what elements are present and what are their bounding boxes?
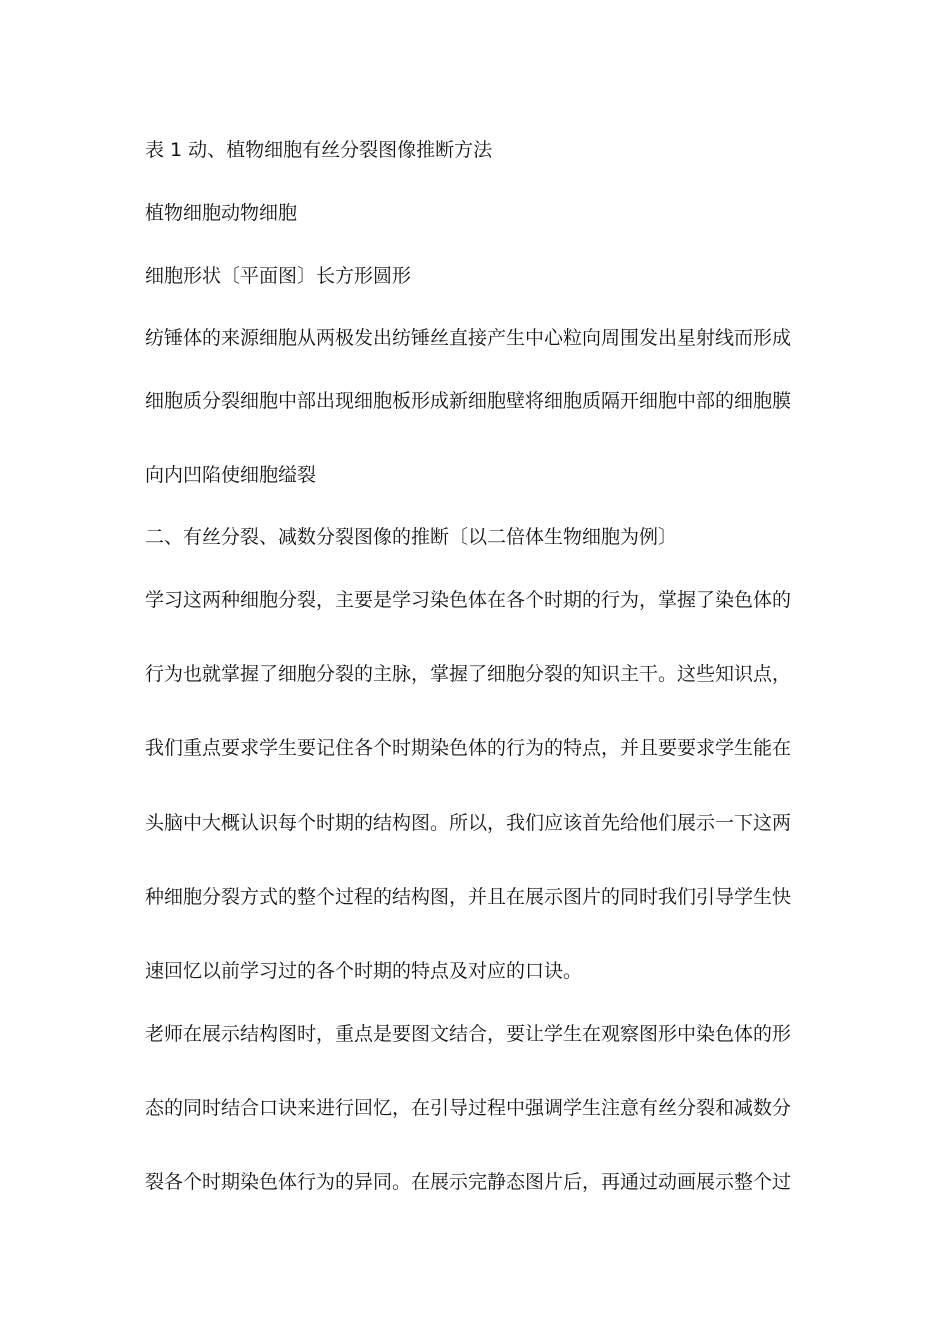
table-caption: 表 1 动、植物细胞有丝分裂图像推断方法 <box>145 139 493 161</box>
paragraph-line: 裂各个时期染色体行为的异同。在展示完静态图片后，再通过动画展示整个过 <box>145 1171 792 1193</box>
paragraph-line: 态的同时结合口诀来进行回忆，在引导过程中强调学生注意有丝分裂和减数分 <box>145 1097 792 1119</box>
paragraph-line: 学习这两种细胞分裂，主要是学习染色体在各个时期的行为，掌握了染色体的 <box>145 589 792 611</box>
table-row-cell-shape: 细胞形状〔平面图〕长方形圆形 <box>145 265 412 287</box>
paragraph-line: 行为也就掌握了细胞分裂的主脉，掌握了细胞分裂的知识主干。这些知识点， <box>145 663 792 685</box>
paragraph-line: 种细胞分裂方式的整个过程的结构图，并且在展示图片的同时我们引导学生快 <box>145 886 792 908</box>
table-row-cytoplasm-division: 细胞质分裂细胞中部出现细胞板形成新细胞壁将细胞质隔开细胞中部的细胞膜 <box>145 390 792 412</box>
paragraph-line: 我们重点要求学生要记住各个时期染色体的行为的特点，并且要要求学生能在 <box>145 737 792 759</box>
section-heading: 二、有丝分裂、减数分裂图像的推断〔以二倍体生物细胞为例〕 <box>145 526 678 548</box>
paragraph-line: 头脑中大概认识每个时期的结构图。所以，我们应该首先给他们展示一下这两 <box>145 812 792 834</box>
table-header-row: 植物细胞动物细胞 <box>145 202 298 224</box>
paragraph-line: 速回忆以前学习过的各个时期的特点及对应的口诀。 <box>145 960 583 982</box>
table-row-cytoplasm-division-cont: 向内凹陷使细胞缢裂 <box>145 464 317 486</box>
paragraph-line: 老师在展示结构图时，重点是要图文结合，要让学生在观察图形中染色体的形 <box>145 1023 792 1045</box>
table-row-spindle-source: 纺锤体的来源细胞从两极发出纺锤丝直接产生中心粒向周围发出星射线而形成 <box>145 327 792 349</box>
